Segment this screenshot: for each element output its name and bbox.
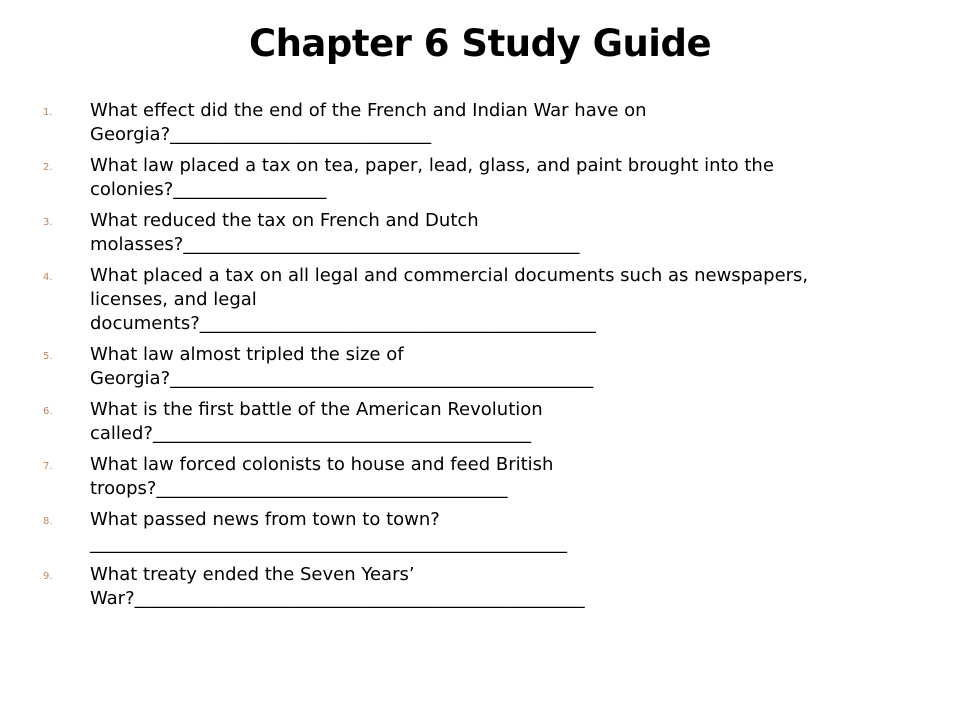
question-text: What law forced colonists to house and feed British troops?_______________________________________: [90, 454, 554, 499]
question-item: [43, 264, 923, 336]
question-text: What is the first battle of the American Revolution called?__________________________________________: [90, 399, 543, 444]
question-item: [43, 343, 923, 391]
question-number: 2.: [43, 162, 53, 173]
question-number: 4.: [43, 272, 53, 283]
question-item: [43, 453, 923, 501]
question-item: [43, 99, 923, 147]
question-number: 3.: [43, 217, 53, 228]
question-list: [43, 99, 923, 618]
question-number: 1.: [43, 107, 53, 118]
question-item: [43, 563, 923, 611]
question-number: 9.: [43, 571, 53, 582]
question-number: 7.: [43, 461, 53, 472]
question-number: 8.: [43, 516, 53, 527]
page-title: Chapter 6 Study Guide: [248, 22, 712, 65]
question-text: What law placed a tax on tea, paper, lead, glass, and paint brought into the colonies?_________________: [90, 155, 774, 200]
question-text: What law almost tripled the size of Georgia?_______________________________________________: [90, 344, 594, 389]
question-text: What effect did the end of the French and Indian War have on Georgia?_____________________________: [90, 100, 647, 145]
question-item: [43, 508, 923, 556]
question-number: 5.: [43, 351, 53, 362]
question-item: [43, 209, 923, 257]
question-item: [43, 398, 923, 446]
question-text: What treaty ended the Seven Years’ War?__________________________________________________: [90, 564, 585, 609]
question-text: What placed a tax on all legal and commercial documents such as newspapers, licenses, and legal documents?____________________________________________: [90, 265, 809, 334]
question-item: [43, 154, 923, 202]
question-number: 6.: [43, 406, 53, 417]
question-text: What reduced the tax on French and Dutch molasses?____________________________________________: [90, 210, 580, 255]
question-text: What passed news from town to town? _____________________________________________________: [90, 509, 567, 554]
